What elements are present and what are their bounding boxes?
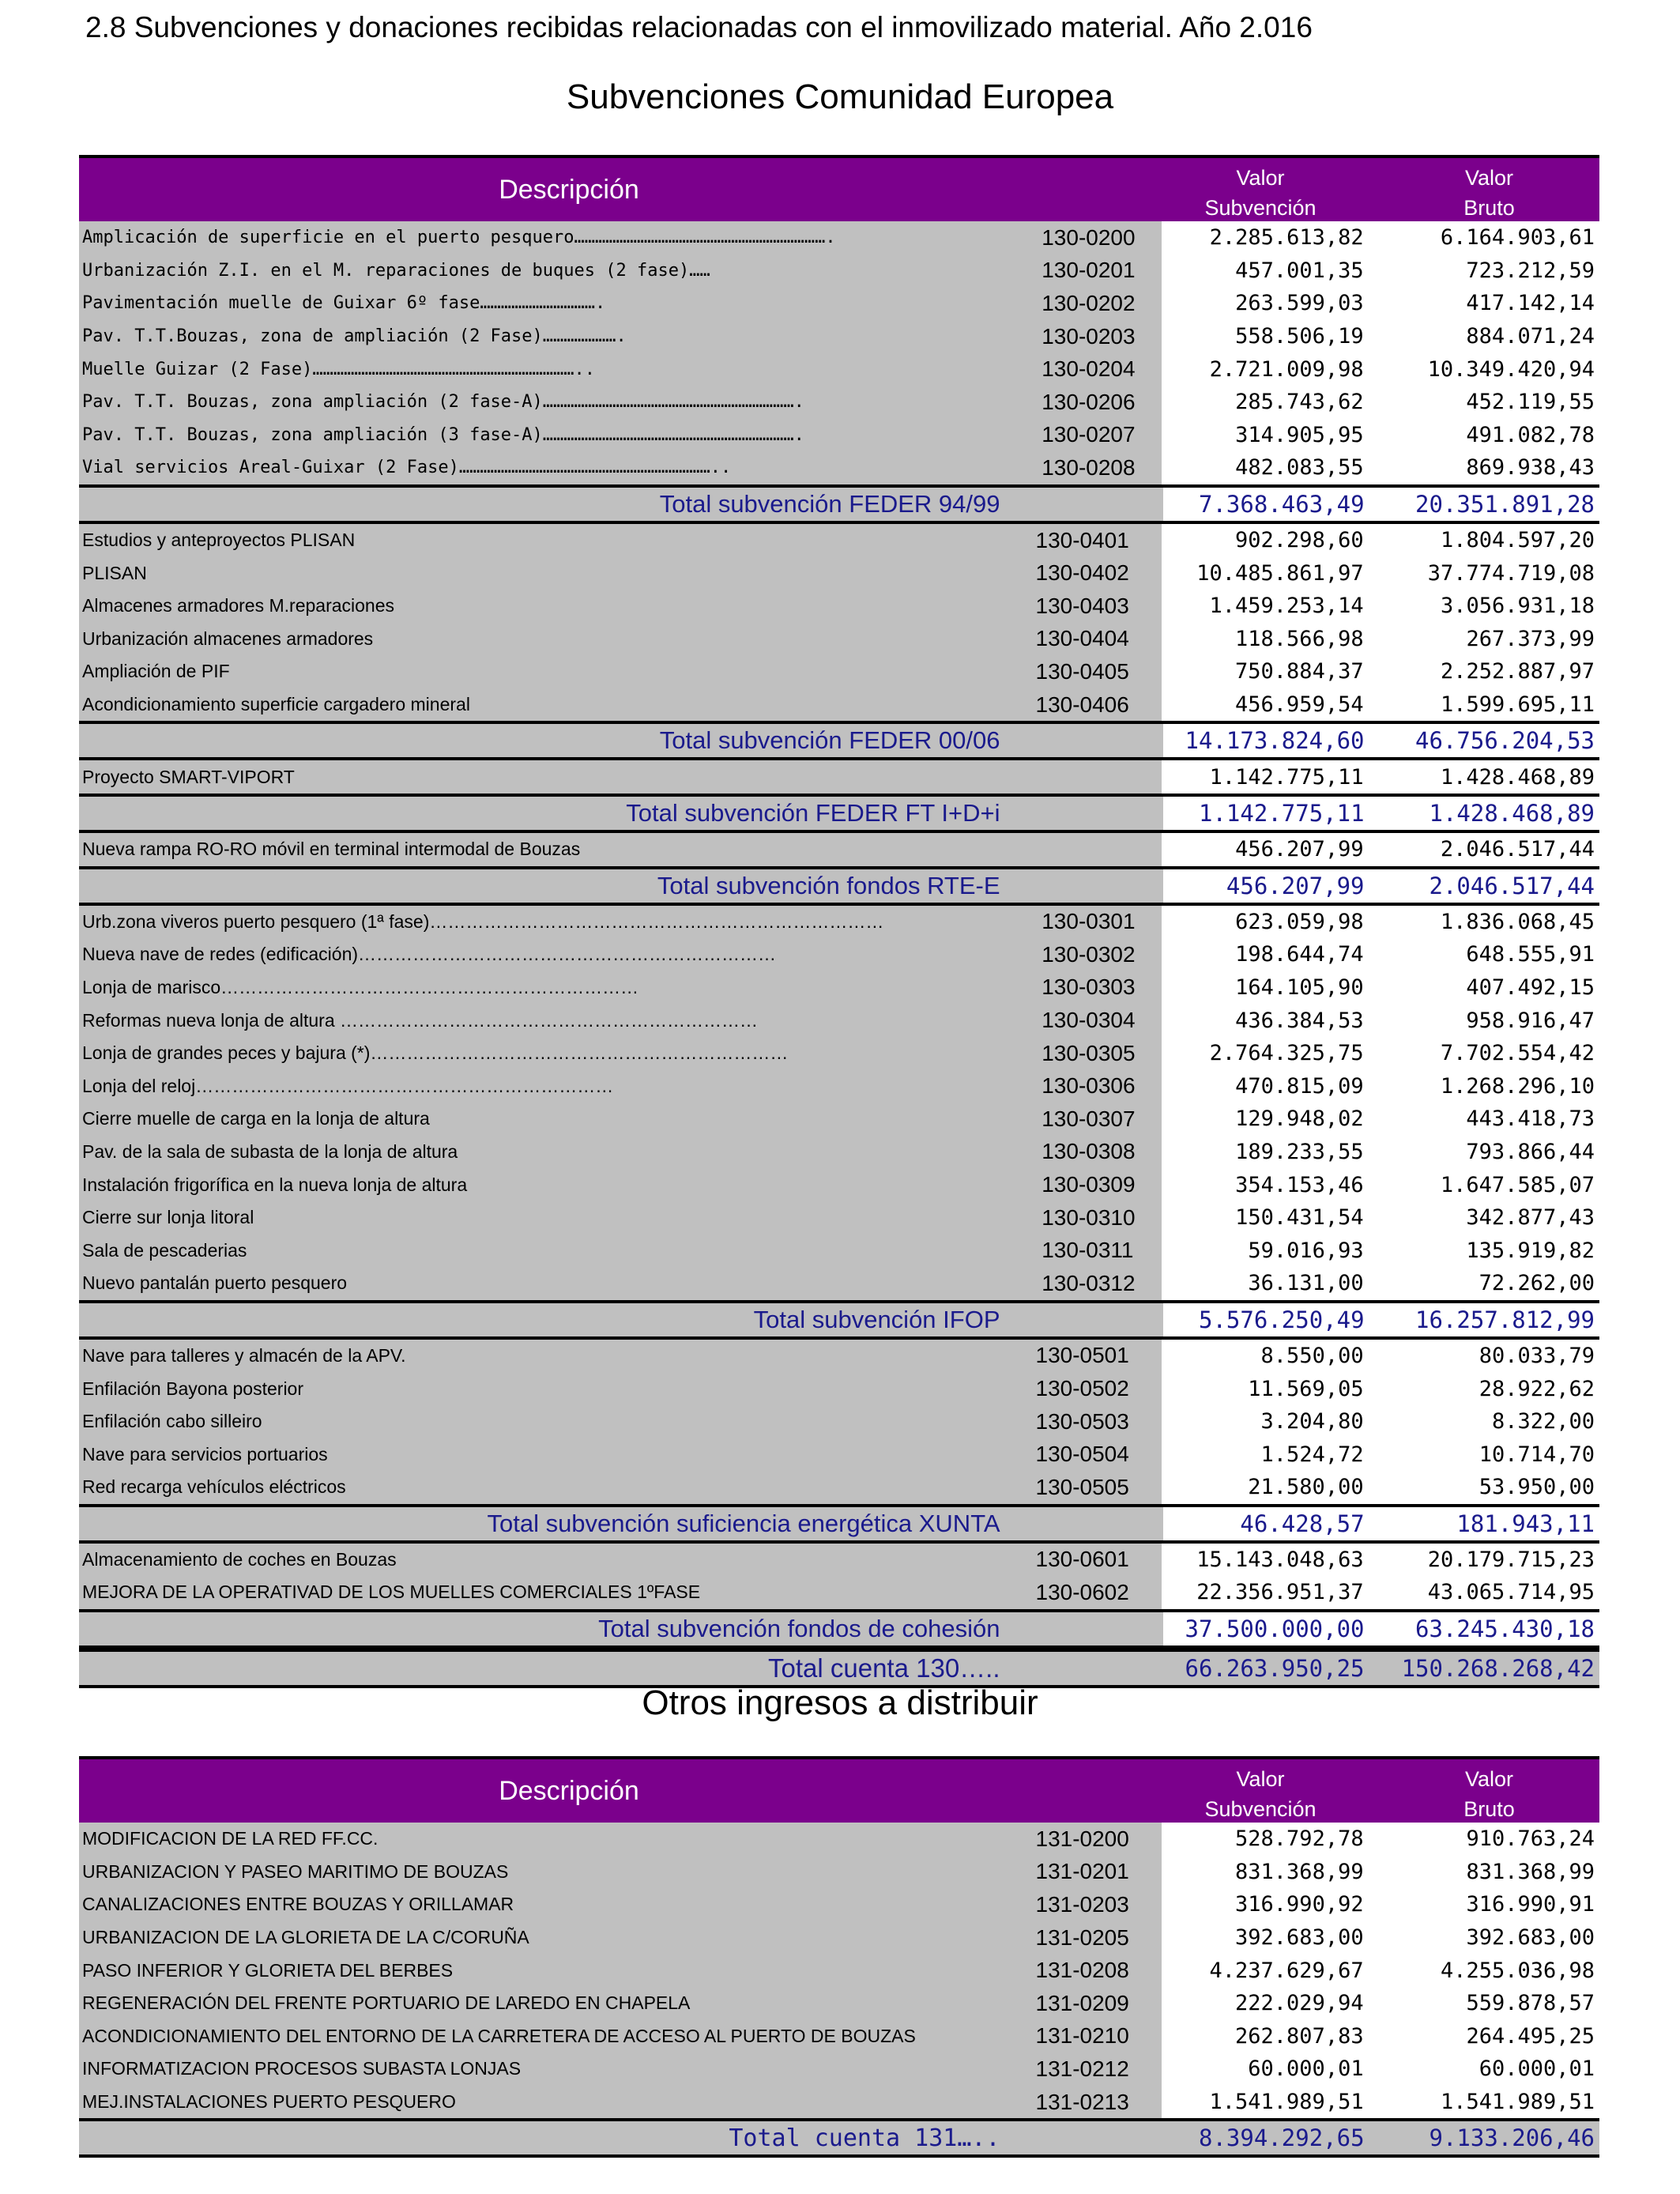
subtotal-label: Total subvención FEDER 00/06 xyxy=(79,724,1163,757)
table-row xyxy=(79,1471,1599,1504)
row-valor-bruto: 648.555,91 xyxy=(1372,938,1599,971)
subtotal-bruto: 20.351.891,28 xyxy=(1373,488,1599,521)
row-valor-subvencion: 164.105,90 xyxy=(1162,971,1372,1005)
row-account-code xyxy=(962,760,1162,794)
table-row xyxy=(79,1340,1599,1373)
subvenciones-table xyxy=(79,155,1599,1688)
row-description: Urbanización almacenes armadores xyxy=(79,623,963,656)
table-row xyxy=(79,1234,1599,1267)
subtotal-subvencion: 14.173.824,60 xyxy=(1163,724,1373,757)
table-row xyxy=(79,451,1599,484)
row-account-code: 130-0501 xyxy=(963,1340,1162,1373)
row-valor-bruto: 342.877,43 xyxy=(1372,1201,1599,1235)
table-row xyxy=(79,419,1599,452)
row-account-code: 130-0306 xyxy=(962,1069,1162,1103)
row-description: Enfilación Bayona posterior xyxy=(79,1372,963,1405)
row-account-code: 130-0312 xyxy=(962,1267,1162,1300)
row-description: Lonja de marisco…………………………………………………………… xyxy=(79,971,962,1005)
table-row xyxy=(79,906,1599,939)
row-account-code: 130-0204 xyxy=(962,352,1162,386)
row-valor-subvencion: 10.485.861,97 xyxy=(1162,556,1372,590)
row-description: ACONDICIONAMIENTO DEL ENTORNO DE LA CARRETERA DE ACCESO AL PUERTO DE BOUZAS xyxy=(79,2020,963,2053)
row-valor-bruto: 831.368,99 xyxy=(1372,1856,1599,1889)
row-description: PASO INFERIOR Y GLORIETA DEL BERBES xyxy=(79,1954,963,1987)
header-line: Valor xyxy=(1236,1767,1285,1791)
row-description: Nave para servicios portuarios xyxy=(79,1438,963,1471)
table-row xyxy=(79,2086,1599,2119)
table-row xyxy=(79,1069,1599,1103)
row-account-code: 130-0303 xyxy=(962,971,1162,1005)
row-account-code: 130-0602 xyxy=(963,1576,1162,1609)
row-valor-subvencion: 129.948,02 xyxy=(1162,1103,1372,1136)
row-valor-subvencion: 3.204,80 xyxy=(1162,1405,1372,1438)
subtotal-row xyxy=(79,484,1599,524)
row-valor-bruto: 1.804.597,20 xyxy=(1372,524,1599,557)
row-valor-subvencion: 15.143.048,63 xyxy=(1162,1544,1372,1577)
row-account-code: 130-0302 xyxy=(962,938,1162,971)
subtotal-subvencion: 5.576.250,49 xyxy=(1163,1303,1373,1336)
table-row xyxy=(79,1987,1599,2020)
row-account-code: 130-0203 xyxy=(962,320,1162,353)
table-row xyxy=(79,1888,1599,1921)
row-valor-subvencion: 314.905,95 xyxy=(1162,419,1372,452)
row-account-code: 130-0406 xyxy=(963,688,1162,722)
row-description: CANALIZACIONES ENTRE BOUZAS Y ORILLAMAR xyxy=(79,1888,963,1921)
row-account-code: 130-0206 xyxy=(962,386,1162,419)
row-valor-bruto: 1.428.468,89 xyxy=(1372,760,1599,794)
row-description: Red recarga vehículos eléctricos xyxy=(79,1471,963,1504)
header-valor-subvencion xyxy=(1142,163,1379,223)
row-valor-bruto: 417.142,14 xyxy=(1372,287,1599,320)
row-description: MEJORA DE LA OPERATIVAD DE LOS MUELLES COMERCIALES 1ºFASE xyxy=(79,1576,963,1609)
row-valor-subvencion: 902.298,60 xyxy=(1162,524,1372,557)
table-row xyxy=(79,1004,1599,1037)
row-valor-bruto: 28.922,62 xyxy=(1372,1372,1599,1405)
row-account-code: 130-0307 xyxy=(962,1103,1162,1136)
subtotal-row xyxy=(79,866,1599,906)
table-row xyxy=(79,1201,1599,1235)
row-valor-subvencion: 22.356.951,37 xyxy=(1162,1576,1372,1609)
row-description: Urbanización Z.I. en el M. reparaciones de buques (2 fase)…… xyxy=(79,254,962,288)
row-description: Urb.zona viveros puerto pesquero (1ª fase)………………………………………………………………… xyxy=(79,906,962,939)
subtotal-subvencion: 37.500.000,00 xyxy=(1163,1612,1373,1646)
row-description: Vial servicios Areal-Guixar (2 Fase)……………………………………………………………….. xyxy=(79,451,962,484)
row-valor-bruto: 1.599.695,11 xyxy=(1372,688,1599,722)
subtotal-subvencion: 7.368.463,49 xyxy=(1163,488,1373,521)
row-account-code: 130-0304 xyxy=(962,1004,1162,1037)
row-description: MEJ.INSTALACIONES PUERTO PESQUERO xyxy=(79,2086,963,2119)
row-account-code: 130-0308 xyxy=(962,1136,1162,1169)
table-row xyxy=(79,556,1599,590)
row-account-code: 130-0403 xyxy=(963,590,1162,623)
row-valor-bruto: 43.065.714,95 xyxy=(1372,1576,1599,1609)
row-valor-bruto: 8.322,00 xyxy=(1372,1405,1599,1438)
row-account-code: 130-0310 xyxy=(962,1201,1162,1235)
table-body xyxy=(79,221,1599,1649)
row-description: Cierre sur lonja litoral xyxy=(79,1201,962,1235)
row-account-code: 130-0207 xyxy=(962,419,1162,452)
row-valor-subvencion: 354.153,46 xyxy=(1162,1168,1372,1201)
row-valor-subvencion: 1.459.253,14 xyxy=(1162,590,1372,623)
subtotal-label: Total subvención FEDER 94/99 xyxy=(79,488,1163,521)
row-valor-bruto: 316.990,91 xyxy=(1372,1888,1599,1921)
subtotal-bruto: 16.257.812,99 xyxy=(1373,1303,1599,1336)
header-line: Subvención xyxy=(1204,196,1317,220)
grand-total-subvencion: 66.263.950,25 xyxy=(1163,1652,1373,1685)
subtotal-row xyxy=(79,794,1599,833)
row-account-code: 131-0200 xyxy=(963,1823,1162,1856)
row-valor-bruto: 10.349.420,94 xyxy=(1372,352,1599,386)
row-description: MODIFICACION DE LA RED FF.CC. xyxy=(79,1823,963,1856)
header-line: Valor xyxy=(1464,166,1514,190)
row-valor-bruto: 1.541.989,51 xyxy=(1372,2086,1599,2119)
grand-total-bruto: 9.133.206,46 xyxy=(1373,2121,1599,2154)
row-account-code: 130-0504 xyxy=(963,1438,1162,1471)
table-row xyxy=(79,1544,1599,1577)
table-row xyxy=(79,760,1599,794)
row-valor-subvencion: 4.237.629,67 xyxy=(1162,1954,1372,1987)
row-valor-subvencion: 482.083,55 xyxy=(1162,451,1372,484)
row-description: Pav. T.T. Bouzas, zona ampliación (3 fase-A)………………………………………………………………. xyxy=(79,419,962,452)
subtotal-bruto: 181.943,11 xyxy=(1373,1507,1599,1540)
header-line: Bruto xyxy=(1463,1797,1515,1821)
table-row xyxy=(79,1921,1599,1955)
table-row xyxy=(79,2020,1599,2053)
row-valor-subvencion: 222.029,94 xyxy=(1162,1987,1372,2020)
row-valor-subvencion: 2.764.325,75 xyxy=(1162,1037,1372,1070)
row-description: Estudios y anteproyectos PLISAN xyxy=(79,524,963,557)
row-account-code: 131-0201 xyxy=(963,1856,1162,1889)
row-description: Amplicación de superficie en el puerto pesquero………………………………………………………………. xyxy=(79,221,962,254)
row-valor-subvencion: 21.580,00 xyxy=(1162,1471,1372,1504)
row-description: REGENERACIÓN DEL FRENTE PORTUARIO DE LAREDO EN CHAPELA xyxy=(79,1987,963,2020)
row-valor-bruto: 1.647.585,07 xyxy=(1372,1168,1599,1201)
table-row xyxy=(79,1168,1599,1201)
row-valor-subvencion: 316.990,92 xyxy=(1162,1888,1372,1921)
row-description: Almacenes armadores M.reparaciones xyxy=(79,590,963,623)
row-valor-bruto: 2.252.887,97 xyxy=(1372,655,1599,688)
row-description: Pavimentación muelle de Guixar 6º fase……………………………. xyxy=(79,287,962,320)
row-valor-bruto: 869.938,43 xyxy=(1372,451,1599,484)
row-valor-bruto: 1.836.068,45 xyxy=(1372,906,1599,939)
row-valor-bruto: 20.179.715,23 xyxy=(1372,1544,1599,1577)
row-valor-bruto: 452.119,55 xyxy=(1372,386,1599,419)
section-title-otros: Otros ingresos a distribuir xyxy=(642,1683,1038,1722)
subtotal-label: Total subvención IFOP xyxy=(79,1303,1163,1336)
row-description: URBANIZACION DE LA GLORIETA DE LA C/CORUÑA xyxy=(79,1921,963,1955)
row-account-code: 130-0309 xyxy=(962,1168,1162,1201)
table-row xyxy=(79,386,1599,419)
row-valor-bruto: 958.916,47 xyxy=(1372,1004,1599,1037)
section-title-ce: Subvenciones Comunidad Europea xyxy=(566,77,1114,116)
subtotal-row xyxy=(79,1504,1599,1544)
row-description: Nueva nave de redes (edificación)…………………………………………………………… xyxy=(79,938,962,971)
row-valor-subvencion: 263.599,03 xyxy=(1162,287,1372,320)
row-account-code: 131-0212 xyxy=(963,2053,1162,2086)
row-valor-bruto: 723.212,59 xyxy=(1372,254,1599,288)
subtotal-bruto: 63.245.430,18 xyxy=(1373,1612,1599,1646)
header-description: Descripción xyxy=(499,174,639,205)
table-row xyxy=(79,254,1599,288)
row-valor-subvencion: 2.721.009,98 xyxy=(1162,352,1372,386)
table-row xyxy=(79,655,1599,688)
row-valor-subvencion: 456.207,99 xyxy=(1162,833,1372,866)
row-description: PLISAN xyxy=(79,556,963,590)
row-account-code: 131-0213 xyxy=(963,2086,1162,2119)
row-valor-subvencion: 59.016,93 xyxy=(1162,1234,1372,1267)
table-row xyxy=(79,1856,1599,1889)
header-description: Descripción xyxy=(499,1775,639,1806)
row-description: Pav. T.T. Bouzas, zona ampliación (2 fase-A)………………………………………………………………. xyxy=(79,386,962,419)
grand-total-bruto: 150.268.268,42 xyxy=(1373,1652,1599,1685)
row-valor-bruto: 6.164.903,61 xyxy=(1372,221,1599,254)
header-valor-subvencion xyxy=(1142,1764,1379,1824)
grand-total-label: Total cuenta 130….. xyxy=(79,1652,1163,1685)
row-valor-subvencion: 189.233,55 xyxy=(1162,1136,1372,1169)
table-row xyxy=(79,833,1599,866)
row-account-code: 131-0210 xyxy=(963,2020,1162,2053)
row-account-code: 131-0203 xyxy=(963,1888,1162,1921)
row-description: URBANIZACION Y PASEO MARITIMO DE BOUZAS xyxy=(79,1856,963,1889)
row-description: Sala de pescaderias xyxy=(79,1234,962,1267)
header-line: Valor xyxy=(1464,1767,1514,1791)
row-valor-bruto: 10.714,70 xyxy=(1372,1438,1599,1471)
row-description: Enfilación cabo silleiro xyxy=(79,1405,963,1438)
row-valor-bruto: 1.268.296,10 xyxy=(1372,1069,1599,1103)
table-row xyxy=(79,1823,1599,1856)
table-row xyxy=(79,2053,1599,2086)
table-row xyxy=(79,1405,1599,1438)
header-line: Bruto xyxy=(1463,196,1515,220)
row-account-code: 130-0502 xyxy=(963,1372,1162,1405)
row-valor-subvencion: 528.792,78 xyxy=(1162,1823,1372,1856)
table-row xyxy=(79,320,1599,353)
row-valor-bruto: 910.763,24 xyxy=(1372,1823,1599,1856)
row-account-code: 130-0601 xyxy=(963,1544,1162,1577)
row-description: Lonja del reloj…………………………………………………………… xyxy=(79,1069,962,1103)
row-account-code: 130-0402 xyxy=(963,556,1162,590)
row-valor-bruto: 7.702.554,42 xyxy=(1372,1037,1599,1070)
row-valor-bruto: 559.878,57 xyxy=(1372,1987,1599,2020)
row-description: Instalación frigorífica en la nueva lonja de altura xyxy=(79,1168,962,1201)
row-valor-bruto: 80.033,79 xyxy=(1372,1340,1599,1373)
table-row xyxy=(79,1037,1599,1070)
table-row xyxy=(79,688,1599,722)
row-account-code: 131-0208 xyxy=(963,1954,1162,1987)
row-account-code: 130-0404 xyxy=(963,623,1162,656)
table-header xyxy=(79,1756,1599,1823)
row-description: Ampliación de PIF xyxy=(79,655,963,688)
row-description: Nueva rampa RO-RO móvil en terminal intermodal de Bouzas xyxy=(79,833,962,866)
row-account-code: 130-0311 xyxy=(962,1234,1162,1267)
row-valor-bruto: 4.255.036,98 xyxy=(1372,1954,1599,1987)
grand-total-row xyxy=(79,1649,1599,1688)
row-valor-bruto: 60.000,01 xyxy=(1372,2053,1599,2086)
table-row xyxy=(79,1372,1599,1405)
row-valor-bruto: 407.492,15 xyxy=(1372,971,1599,1005)
row-valor-subvencion: 118.566,98 xyxy=(1162,623,1372,656)
row-description: Proyecto SMART-VIPORT xyxy=(79,760,962,794)
table-row xyxy=(79,287,1599,320)
subtotal-label: Total subvención suficiencia energética XUNTA xyxy=(79,1507,1163,1540)
row-valor-subvencion: 1.541.989,51 xyxy=(1162,2086,1372,2119)
row-valor-bruto: 72.262,00 xyxy=(1372,1267,1599,1300)
row-valor-subvencion: 8.550,00 xyxy=(1162,1340,1372,1373)
subtotal-row xyxy=(79,1300,1599,1340)
row-valor-bruto: 264.495,25 xyxy=(1372,2020,1599,2053)
row-valor-bruto: 135.919,82 xyxy=(1372,1234,1599,1267)
table-row xyxy=(79,1576,1599,1609)
row-account-code: 130-0202 xyxy=(962,287,1162,320)
header-valor-bruto xyxy=(1379,1764,1599,1824)
row-valor-subvencion: 558.506,19 xyxy=(1162,320,1372,353)
row-valor-bruto: 2.046.517,44 xyxy=(1372,833,1599,866)
subtotal-label: Total subvención fondos de cohesión xyxy=(79,1612,1163,1646)
page-heading: 2.8 Subvenciones y donaciones recibidas relacionadas con el inmovilizado material. Año 2.016 xyxy=(85,11,1313,43)
row-account-code: 130-0305 xyxy=(962,1037,1162,1070)
row-valor-subvencion: 436.384,53 xyxy=(1162,1004,1372,1037)
row-valor-subvencion: 198.644,74 xyxy=(1162,938,1372,971)
row-valor-subvencion: 60.000,01 xyxy=(1162,2053,1372,2086)
row-valor-bruto: 392.683,00 xyxy=(1372,1921,1599,1955)
row-valor-bruto: 884.071,24 xyxy=(1372,320,1599,353)
table-row xyxy=(79,590,1599,623)
header-line: Subvención xyxy=(1204,1797,1317,1821)
row-valor-bruto: 793.866,44 xyxy=(1372,1136,1599,1169)
row-description: Pav. T.T.Bouzas, zona de ampliación (2 Fase)…………………. xyxy=(79,320,962,353)
otros-ingresos-table xyxy=(79,1756,1599,2158)
row-valor-subvencion: 1.524,72 xyxy=(1162,1438,1372,1471)
table-row xyxy=(79,352,1599,386)
subtotal-subvencion: 46.428,57 xyxy=(1163,1507,1373,1540)
table-row xyxy=(79,1103,1599,1136)
table-row xyxy=(79,221,1599,254)
subtotal-row xyxy=(79,721,1599,760)
subtotal-bruto: 1.428.468,89 xyxy=(1373,797,1599,830)
grand-total-label: Total cuenta 131….. xyxy=(79,2121,1163,2154)
row-valor-subvencion: 262.807,83 xyxy=(1162,2020,1372,2053)
row-account-code: 131-0209 xyxy=(963,1987,1162,2020)
row-valor-bruto: 491.082,78 xyxy=(1372,419,1599,452)
row-valor-bruto: 53.950,00 xyxy=(1372,1471,1599,1504)
row-valor-subvencion: 456.959,54 xyxy=(1162,688,1372,722)
header-valor-bruto xyxy=(1379,163,1599,223)
table-row xyxy=(79,524,1599,557)
row-account-code xyxy=(962,833,1162,866)
table-row xyxy=(79,971,1599,1005)
row-account-code: 130-0201 xyxy=(962,254,1162,288)
row-valor-subvencion: 36.131,00 xyxy=(1162,1267,1372,1300)
row-description: Almacenamiento de coches en Bouzas xyxy=(79,1544,963,1577)
row-valor-subvencion: 2.285.613,82 xyxy=(1162,221,1372,254)
row-description: Nave para talleres y almacén de la APV. xyxy=(79,1340,963,1373)
subtotal-label: Total subvención FEDER FT I+D+i xyxy=(79,797,1163,830)
row-account-code: 131-0205 xyxy=(963,1921,1162,1955)
subtotal-bruto: 46.756.204,53 xyxy=(1373,724,1599,757)
table-header xyxy=(79,155,1599,221)
row-account-code: 130-0503 xyxy=(963,1405,1162,1438)
subtotal-subvencion: 1.142.775,11 xyxy=(1163,797,1373,830)
grand-total-subvencion: 8.394.292,65 xyxy=(1163,2121,1373,2154)
grand-total-row xyxy=(79,2118,1599,2158)
row-description: Cierre muelle de carga en la lonja de altura xyxy=(79,1103,962,1136)
row-account-code: 130-0208 xyxy=(962,451,1162,484)
row-description: Lonja de grandes peces y bajura (*)…………………………………………………………… xyxy=(79,1037,962,1070)
row-account-code: 130-0200 xyxy=(962,221,1162,254)
table-row xyxy=(79,623,1599,656)
subtotal-label: Total subvención fondos RTE-E xyxy=(79,869,1163,903)
row-valor-subvencion: 150.431,54 xyxy=(1162,1201,1372,1235)
table-body xyxy=(79,1823,1599,2118)
row-valor-bruto: 443.418,73 xyxy=(1372,1103,1599,1136)
row-description: Nuevo pantalán puerto pesquero xyxy=(79,1267,962,1300)
row-valor-bruto: 267.373,99 xyxy=(1372,623,1599,656)
row-valor-subvencion: 392.683,00 xyxy=(1162,1921,1372,1955)
header-line: Valor xyxy=(1236,166,1285,190)
row-account-code: 130-0401 xyxy=(963,524,1162,557)
table-row xyxy=(79,1136,1599,1169)
row-description: Pav. de la sala de subasta de la lonja de altura xyxy=(79,1136,962,1169)
subtotal-bruto: 2.046.517,44 xyxy=(1373,869,1599,903)
row-valor-subvencion: 470.815,09 xyxy=(1162,1069,1372,1103)
row-description: Reformas nueva lonja de altura …………………………………………………………… xyxy=(79,1004,962,1037)
row-valor-subvencion: 11.569,05 xyxy=(1162,1372,1372,1405)
table-row xyxy=(79,1954,1599,1987)
subtotal-subvencion: 456.207,99 xyxy=(1163,869,1373,903)
row-valor-bruto: 3.056.931,18 xyxy=(1372,590,1599,623)
table-row xyxy=(79,1267,1599,1300)
table-row xyxy=(79,1438,1599,1471)
row-valor-subvencion: 750.884,37 xyxy=(1162,655,1372,688)
row-account-code: 130-0301 xyxy=(962,906,1162,939)
row-account-code: 130-0505 xyxy=(963,1471,1162,1504)
subtotal-row xyxy=(79,1609,1599,1649)
table-row xyxy=(79,938,1599,971)
row-valor-subvencion: 285.743,62 xyxy=(1162,386,1372,419)
row-valor-subvencion: 1.142.775,11 xyxy=(1162,760,1372,794)
row-description: Muelle Guizar (2 Fase)………………………………………………………………….. xyxy=(79,352,962,386)
row-valor-bruto: 37.774.719,08 xyxy=(1372,556,1599,590)
row-account-code: 130-0405 xyxy=(963,655,1162,688)
row-valor-subvencion: 831.368,99 xyxy=(1162,1856,1372,1889)
row-valor-subvencion: 457.001,35 xyxy=(1162,254,1372,288)
row-description: INFORMATIZACION PROCESOS SUBASTA LONJAS xyxy=(79,2053,963,2086)
row-valor-subvencion: 623.059,98 xyxy=(1162,906,1372,939)
row-description: Acondicionamiento superficie cargadero mineral xyxy=(79,688,963,722)
